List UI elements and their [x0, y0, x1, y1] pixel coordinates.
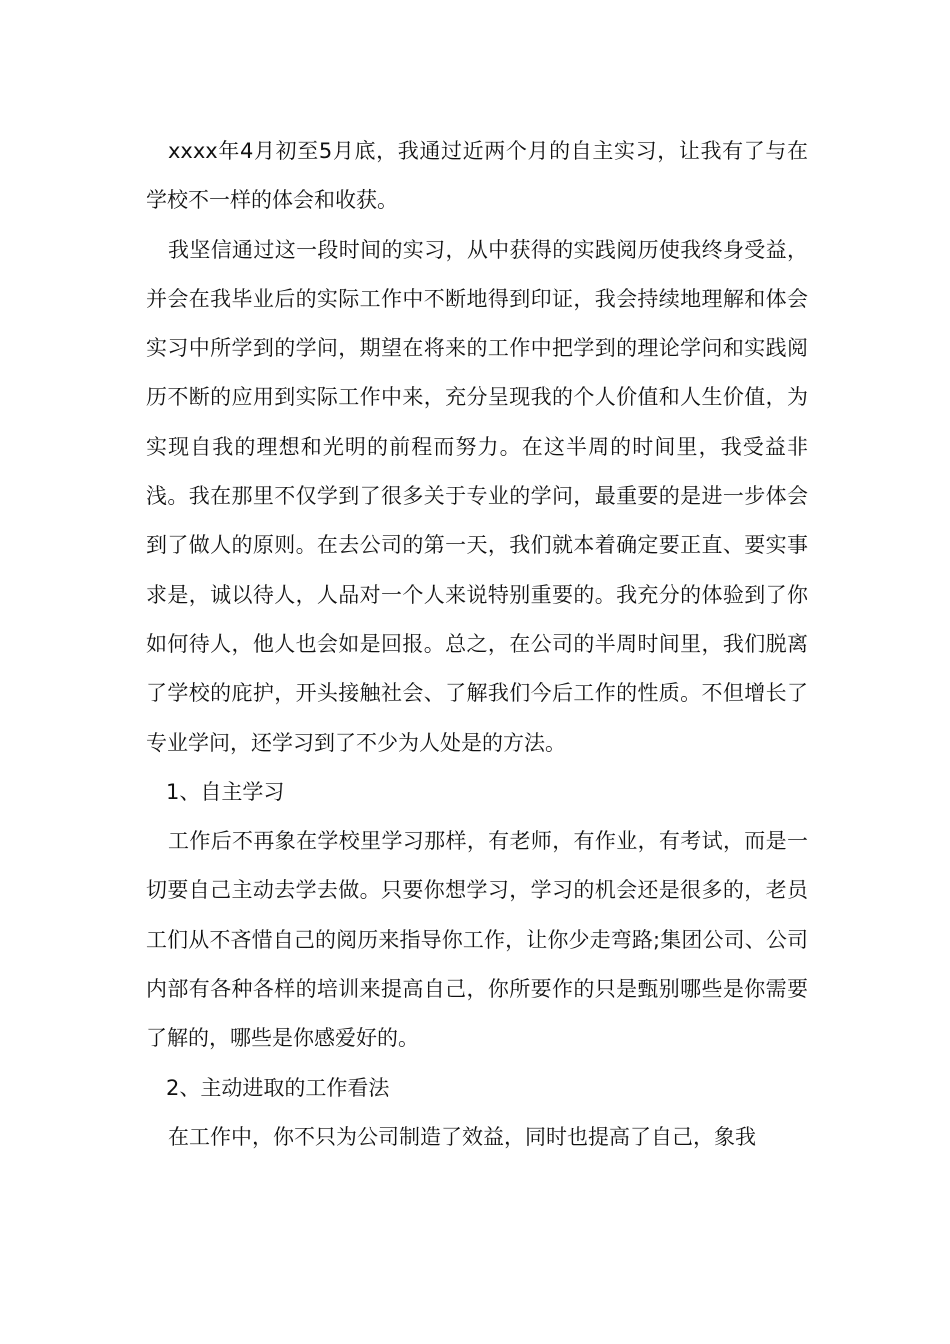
paragraph-reflection: 我坚信通过这一段时间的实习，从中获得的实践阅历使我终身受益，并会在我毕业后的实际工作中不断地得到印证，我会持续地理解和体会实习中所学到的学问，期望在将来的工作中把学到的理论学问和实践阅历不断的应用到实际工作中来，充分呈现我的个人价值和人生价值，为实现自我的理想和光明的前程而努力。在这半周的时间里，我受益非浅。我在那里不仅学到了很多关于专业的学问，最重要的是进一步体会到了做人的原则。在去公司的第一天，我们就本着确定要正直、要实事求是，诚以待人，人品对一个人来说特别重要的。我充分的体验到了你如何待人，他人也会如是回报。总之，在公司的半周时间里，我们脱离了学校的庇护，开头接触社会、了解我们今后工作的性质。不但增长了专业学问，还学习到了不少为人处是的方法。 — [146, 237, 808, 755]
document-body — [146, 127, 808, 1162]
paragraph-attitude: 在工作中，你不只为公司制造了效益，同时也提高了自己，象我 — [168, 1124, 756, 1149]
paragraph-intro: xxxx年4月初至5月底，我通过近两个月的自主实习，让我有了与在学校不一样的体会和收获。 — [146, 139, 808, 213]
section-heading-2: 2、主动进取的工作看法 — [166, 1075, 390, 1100]
paragraph-self-study: 工作后不再象在学校里学习那样，有老师，有作业，有考试，而是一切要自己主动去学去做。只要你想学习，学习的机会还是很多的，老员工们从不吝惜自己的阅历来指导你工作，让你少走弯路;集团公司、公司内部有各种各样的培训来提高自己，你所要作的只是甄别哪些是你需要了解的，哪些是你感爱好的。 — [146, 829, 808, 1051]
section-heading-1: 1、自主学习 — [166, 779, 285, 804]
